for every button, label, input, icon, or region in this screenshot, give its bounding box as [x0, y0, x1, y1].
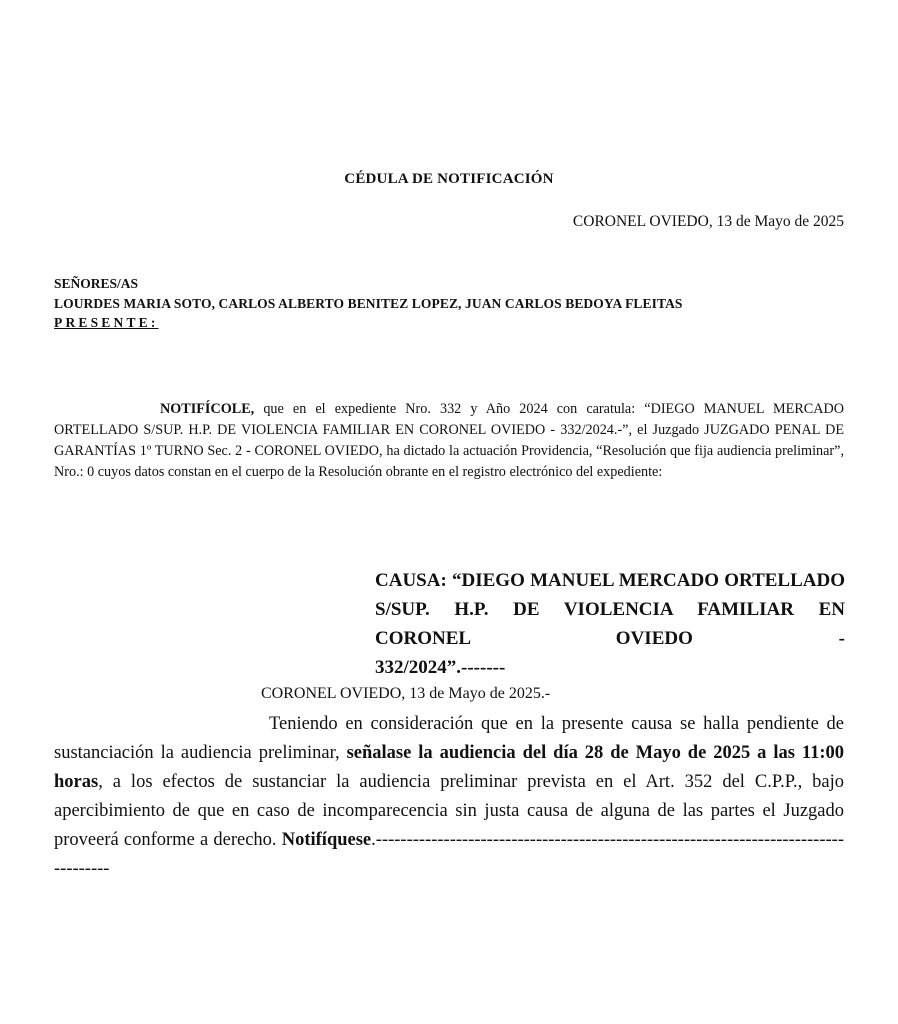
causa-text: CAUSA: “DIEGO MANUEL MERCADO ORTELLADO S/SUP. H.P. DE VIOLENCIA FAMILIAR EN CORONEL OVIEDO -: [375, 570, 845, 649]
notification-lead: NOTIFÍCOLE,: [160, 401, 255, 417]
document-title: CÉDULA DE NOTIFICACIÓN: [344, 171, 554, 187]
presente-label: PRESENTE:: [54, 315, 159, 330]
resolution-text-1: Teniendo en consideración que en la presente causa se halla pendiente de sustanciación la audiencia preliminar,: [54, 714, 844, 763]
notification-paragraph: [54, 399, 844, 483]
resolution-hearing-date: señalase la audiencia del día 28 de Mayo de 2025 a las 11:00 horas: [54, 743, 845, 792]
resolution-dash-tail: .-------------------------------------------------------------------------------------: [54, 830, 844, 879]
recipients-label: SEÑORES/AS: [54, 276, 139, 291]
header-date: CORONEL OVIEDO, 13 de Mayo de 2025: [572, 213, 844, 230]
causa-last-line: 332/2024”.-------: [375, 657, 506, 678]
notifiquese-label: Notifíquese: [281, 830, 372, 850]
resolution-text-2: , a los efectos de sustanciar la audiencia preliminar prevista en el Art. 352 del C.P.P., bajo apercibimiento de que en caso de incomparecencia sin justa causa de alguna de las partes el Juzgado proveerá conforme a derecho.: [54, 772, 844, 850]
notification-text: que en el expediente Nro. 332 y Año 2024 con caratula: “DIEGO MANUEL MERCADO ORTELLADO S/SUP. H.P. DE VIOLENCIA FAMILIAR EN CORONEL OVIEDO - 332/2024.-”, el Juzgado JUZGADO PENAL DE GARANTÍAS 1º TURNO Sec. 2 - CORONEL OVIEDO, ha dictado la actuación Providencia, “Resolución que fija audiencia preliminar”, Nro.: 0 cuyos datos constan en el cuerpo de la Resolución obrante en el registro electrónico del expediente:: [54, 401, 844, 480]
resolution-paragraph: [54, 710, 844, 884]
causa-block: [375, 566, 845, 682]
resolution-date: CORONEL OVIEDO, 13 de Mayo de 2025.-: [261, 685, 551, 702]
recipients-names: LOURDES MARIA SOTO, CARLOS ALBERTO BENITEZ LOPEZ, JUAN CARLOS BEDOYA FLEITAS: [54, 296, 683, 311]
